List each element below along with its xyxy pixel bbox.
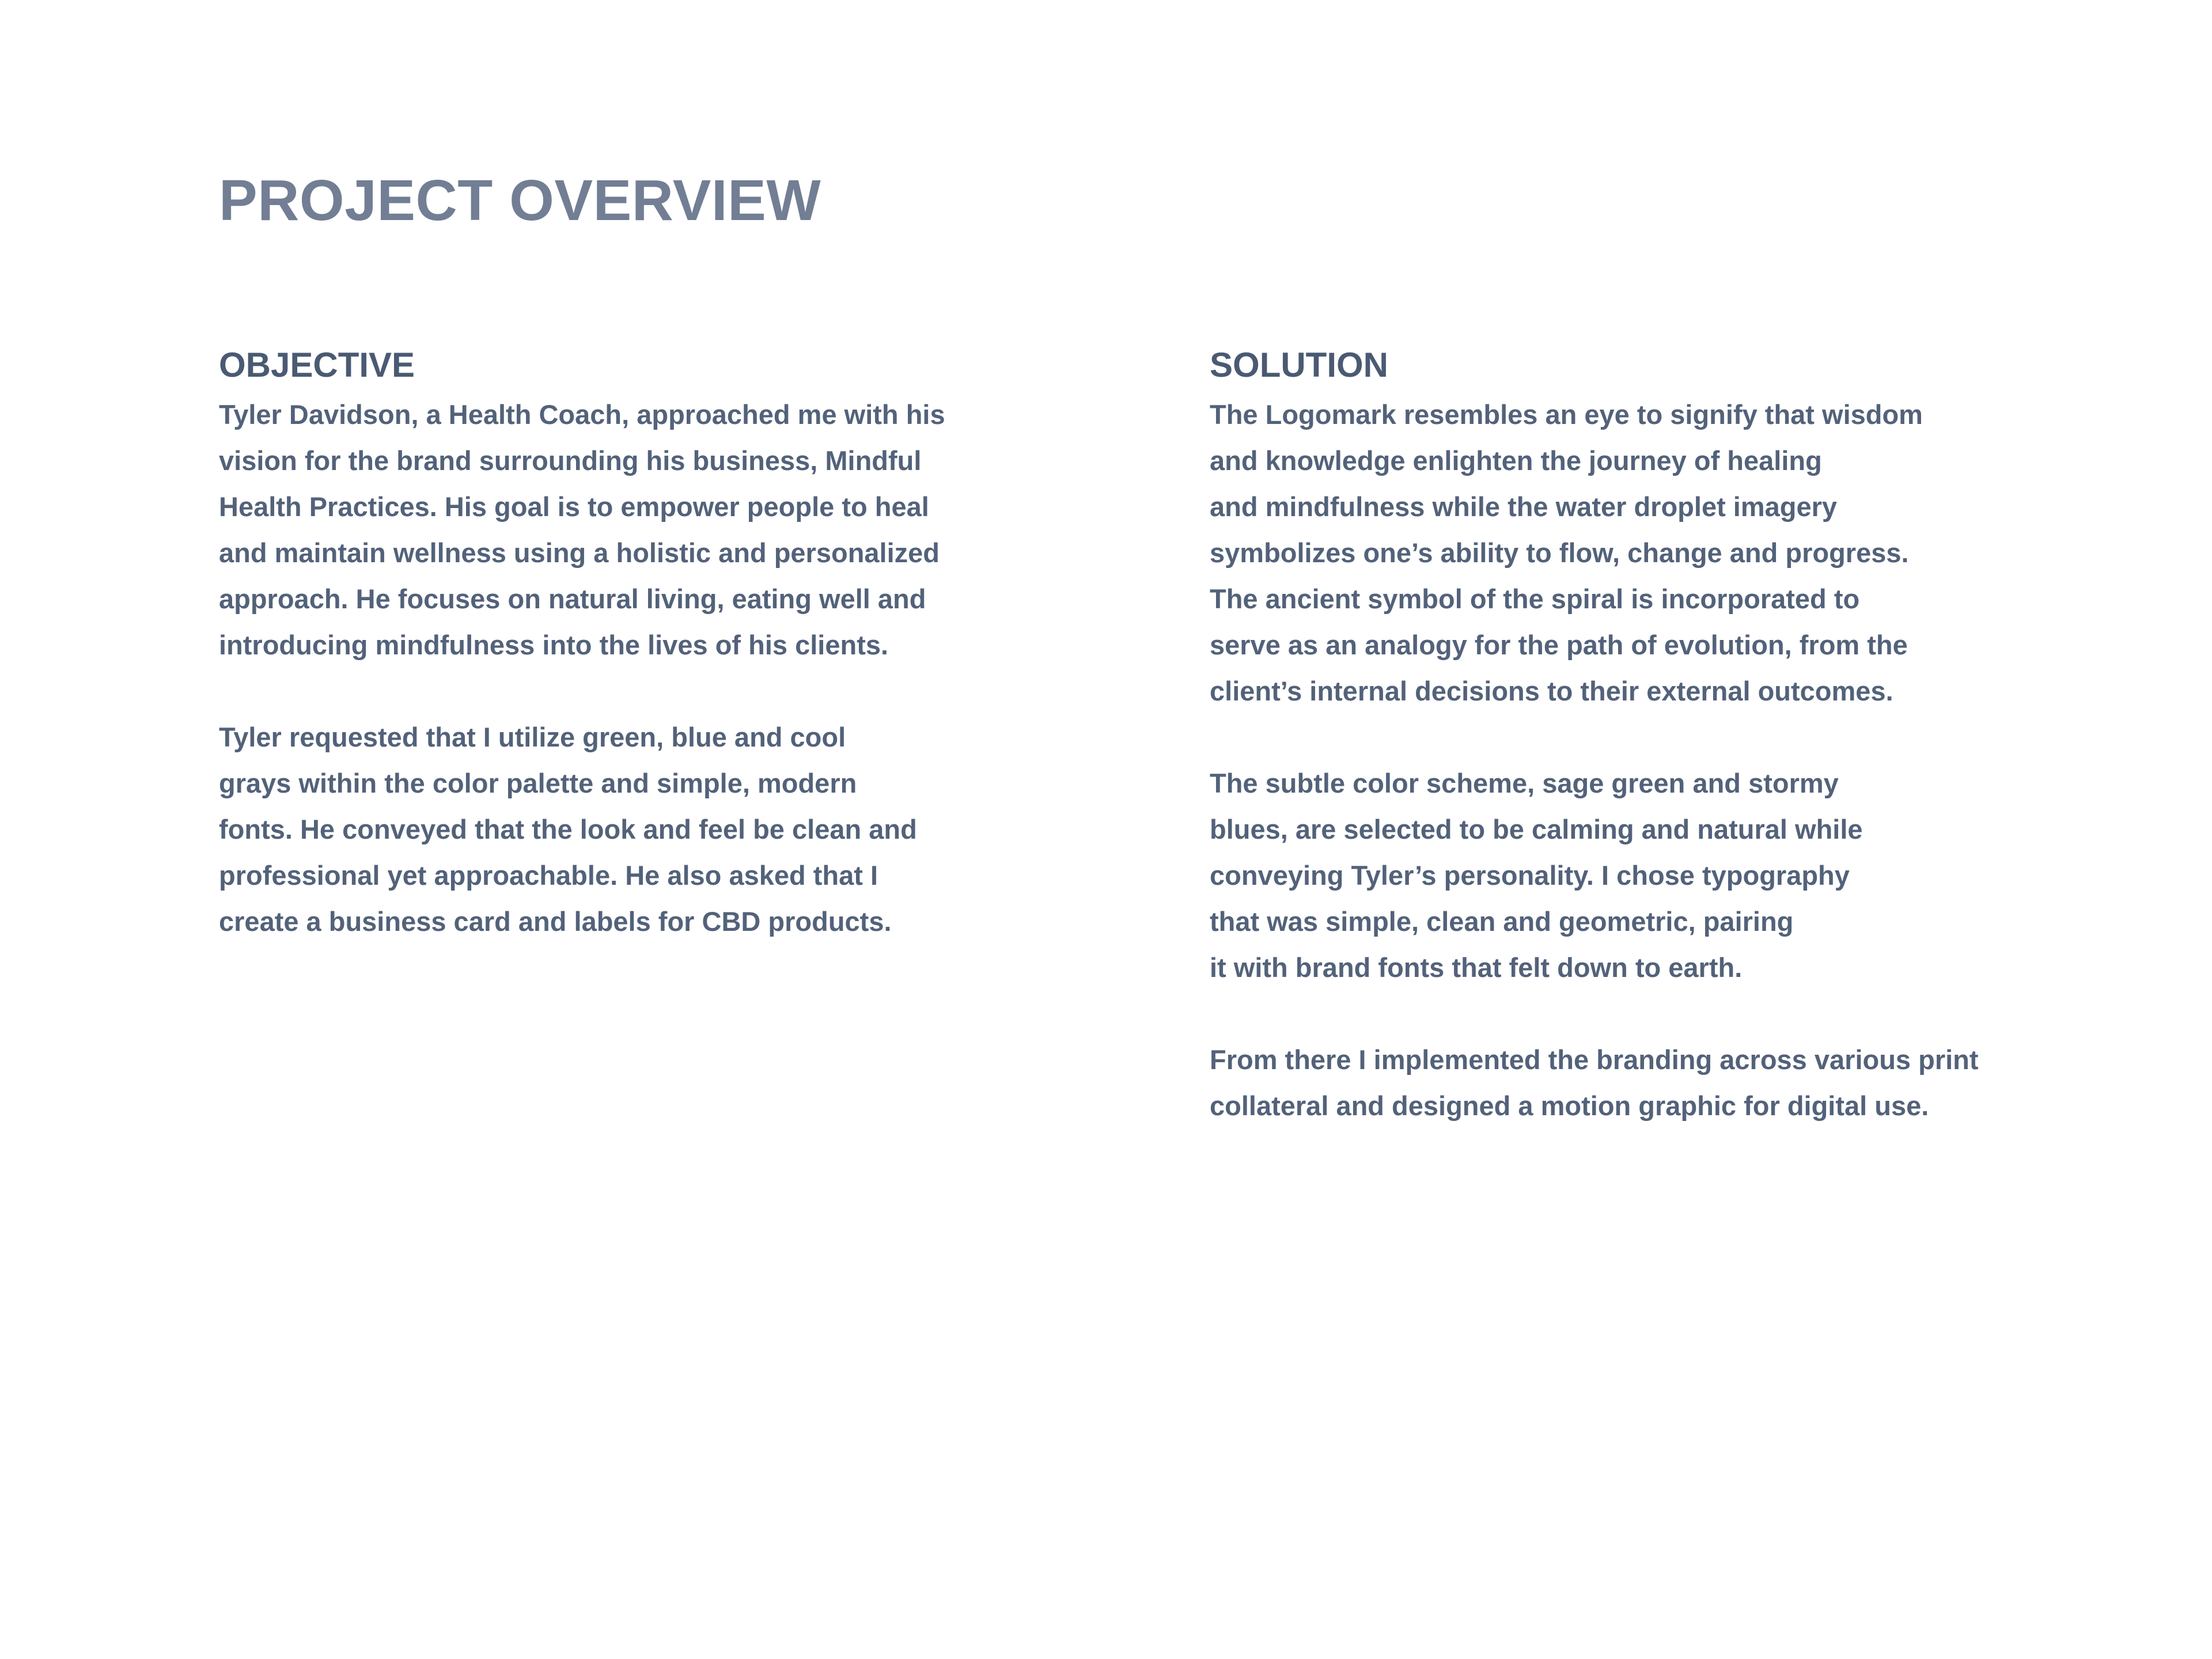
text-line: The ancient symbol of the spiral is incorporated to — [1210, 584, 1860, 614]
text-line: vision for the brand surrounding his business, Mindful — [219, 445, 922, 476]
text-line: and knowledge enlighten the journey of healing — [1210, 445, 1822, 476]
text-line: that was simple, clean and geometric, pairing — [1210, 906, 1794, 937]
text-line: fonts. He conveyed that the look and feel be clean and — [219, 814, 917, 844]
text-line: Tyler requested that I utilize green, blue and cool — [219, 722, 846, 752]
text-line: From there I implemented the branding across various print — [1210, 1044, 1979, 1075]
text-line: conveying Tyler’s personality. I chose typography — [1210, 860, 1850, 891]
text-line: serve as an analogy for the path of evolution, from the — [1210, 630, 1908, 660]
text-line: client’s internal decisions to their external outcomes. — [1210, 676, 1893, 706]
text-line: professional yet approachable. He also asked that I — [219, 860, 878, 891]
solution-paragraph — [1210, 392, 2131, 714]
text-line: Tyler Davidson, a Health Coach, approached me with his — [219, 399, 945, 430]
text-line: and maintain wellness using a holistic and personalized — [219, 537, 940, 568]
text-line: symbolizes one’s ability to flow, change and progress. — [1210, 537, 1909, 568]
objective-paragraph — [219, 392, 1025, 668]
text-line: The Logomark resembles an eye to signify that wisdom — [1210, 399, 1923, 430]
solution-paragraph — [1210, 760, 2131, 991]
solution-paragraph — [1210, 1037, 2131, 1129]
objective-heading: OBJECTIVE — [219, 346, 415, 384]
text-line: introducing mindfulness into the lives of his clients. — [219, 630, 889, 660]
text-line: collateral and designed a motion graphic for digital use. — [1210, 1090, 1929, 1121]
text-line: approach. He focuses on natural living, eating well and — [219, 584, 926, 614]
text-line: The subtle color scheme, sage green and stormy — [1210, 768, 1839, 798]
text-line: it with brand fonts that felt down to earth. — [1210, 952, 1743, 983]
objective-section — [219, 341, 1025, 945]
text-line: create a business card and labels for CBD products. — [219, 906, 892, 937]
text-line: and mindfulness while the water droplet imagery — [1210, 491, 1838, 522]
solution-section — [1210, 341, 2131, 1129]
text-line: grays within the color palette and simple, modern — [219, 768, 857, 798]
solution-heading: SOLUTION — [1210, 346, 1388, 384]
text-line: Health Practices. His goal is to empower people to heal — [219, 491, 929, 522]
objective-paragraph — [219, 714, 1025, 945]
text-line: blues, are selected to be calming and natural while — [1210, 814, 1863, 844]
page-title: PROJECT OVERVIEW — [219, 168, 821, 233]
